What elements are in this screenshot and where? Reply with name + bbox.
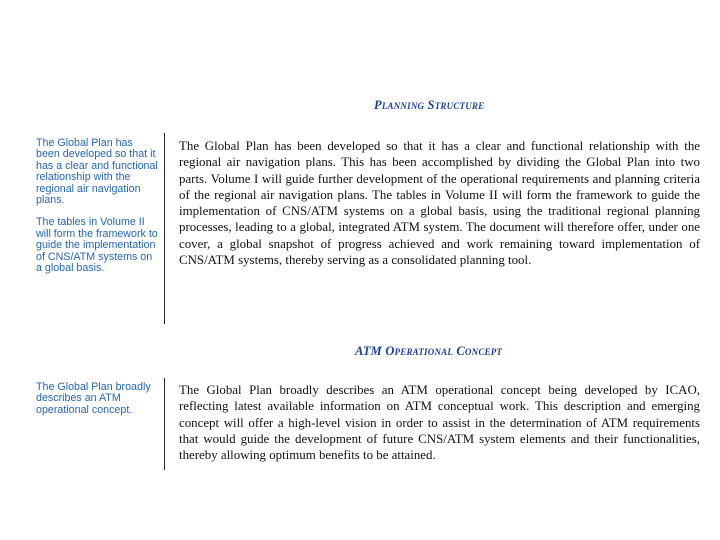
body-paragraph-atm-operational-concept: The Global Plan broadly describes an ATM operational concept being developed by ICAO, reflecting latest available information on ATM conceptual work. This description and emerging concept will offer a high-level vision in order to assist in the determination of ATM requirements that would guide the development of future CNS/ATM system elements and their functionalities, thereby allowing optimum benefits to be attained.	[179, 383, 700, 463]
section-heading-atm-operational-concept: ATM Operational Concept	[355, 344, 503, 358]
margin-note-paragraph: The Global Plan broadly describes an ATM operational concept.	[36, 381, 151, 416]
margin-divider	[164, 378, 165, 470]
body-paragraph-planning-structure: The Global Plan has been developed so that it has a clear and functional relationship with the regional air navigation plans. This has been accomplished by dividing the Global Plan into two parts. Volume I will guide further development of the operational requirements and planning criteria of the regional air navigation plans. The tables in Volume II will form the framework to guide the implementation of CNS/ATM systems on a global basis, using the traditional regional planning processes, leading to a global, integrated ATM system. The document will therefore offer, under one cover, a global snapshot of progress achieved and work remaining toward implementation of CNS/ATM systems, thereby serving as a consolidated planning tool.	[179, 139, 700, 268]
section-heading-planning-structure: Planning Structure	[374, 98, 485, 112]
margin-note-paragraph: The Global Plan has been developed so that it has a clear and functional relationship with the regional air navigation plans.	[36, 137, 158, 207]
margin-divider	[164, 133, 165, 324]
margin-note-atm-operational-concept	[36, 382, 158, 416]
margin-note-planning-structure	[36, 138, 158, 274]
margin-note-paragraph: The tables in Volume II will form the framework to guide the implementation of CNS/ATM systems on a global basis.	[36, 216, 158, 275]
